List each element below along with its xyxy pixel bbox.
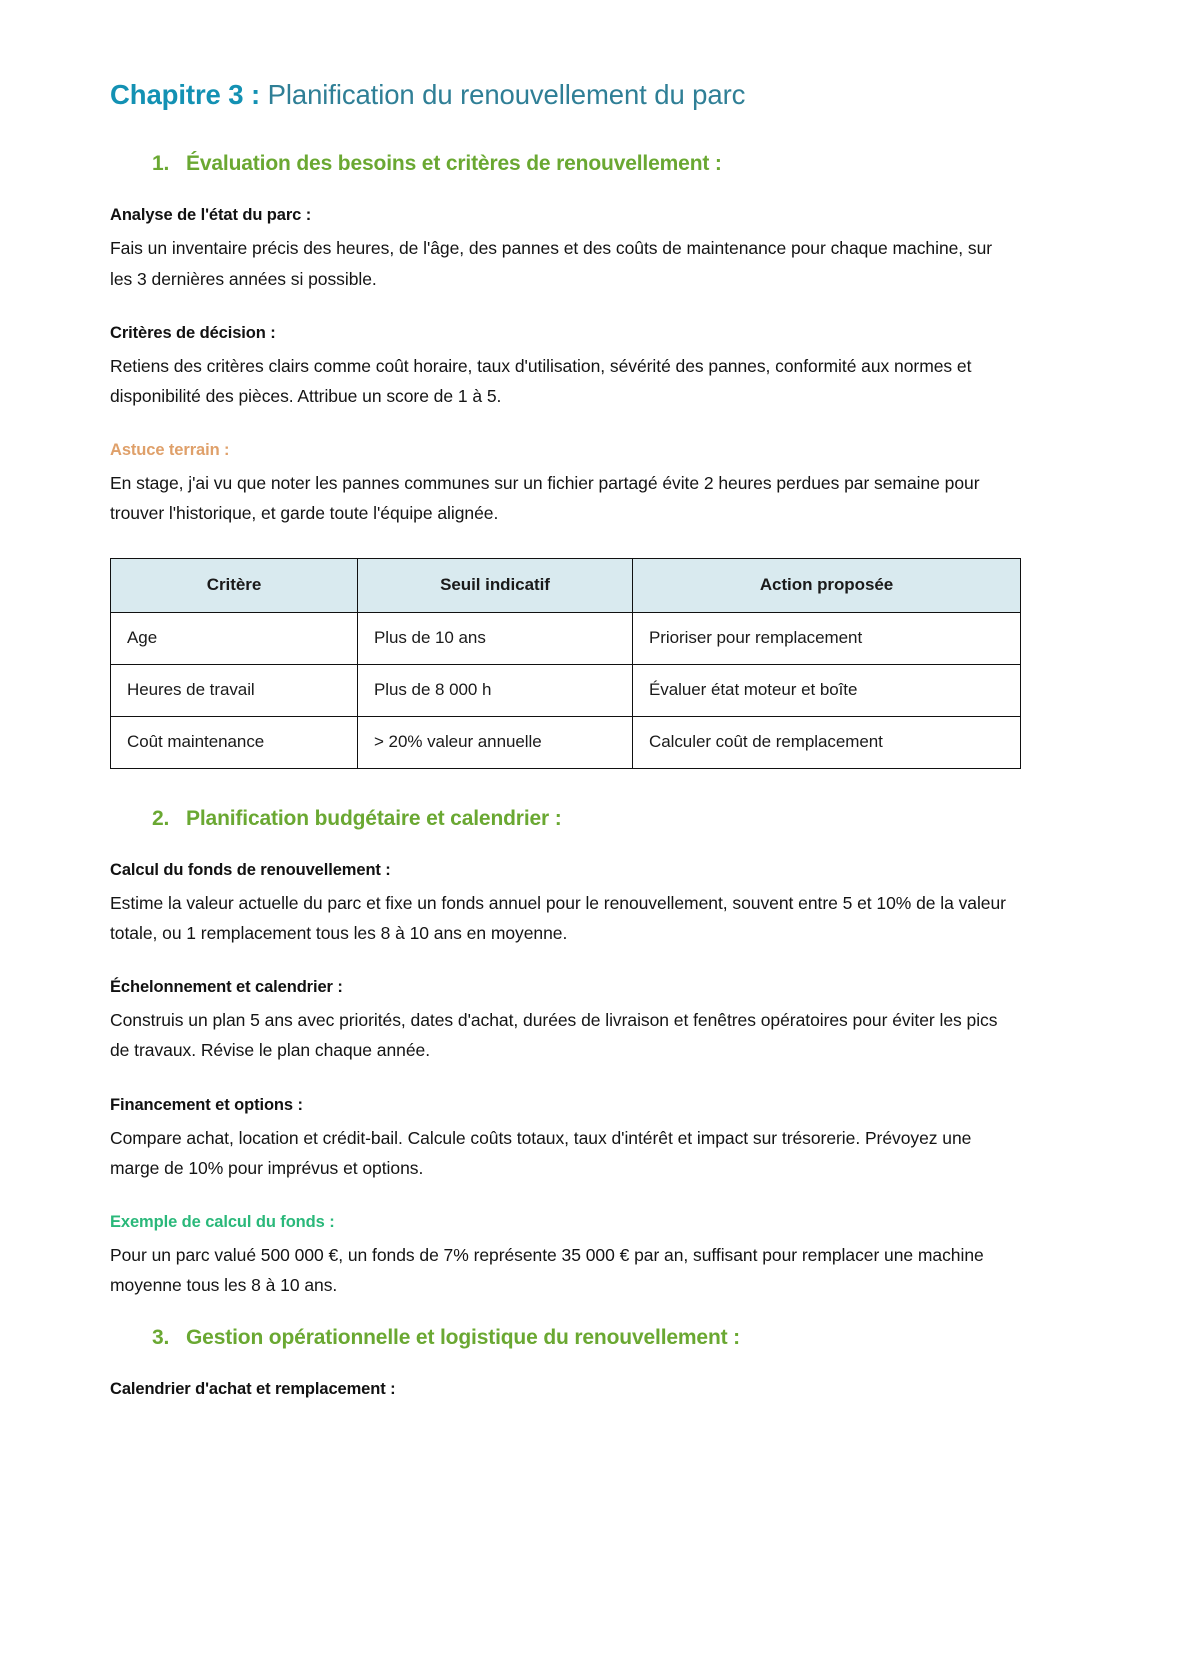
block-echelonnement-calendrier xyxy=(110,976,1090,1065)
block-calendrier-achat xyxy=(110,1378,1090,1401)
block-title-example: Exemple de calcul du fonds : xyxy=(110,1212,335,1231)
block-text: Construis un plan 5 ans avec priorités, dates d'achat, durées de livraison et fenêtres opératoires pour éviter les pics de travaux. Révise le plan chaque année. xyxy=(110,1010,998,1061)
block-exemple-calcul-fonds xyxy=(110,1211,1090,1300)
chapter-title-text: Planification du renouvellement du parc xyxy=(267,79,746,110)
table-cell-seuil: > 20% valeur annuelle xyxy=(358,717,633,769)
table-row xyxy=(111,717,1021,769)
section-heading-3 xyxy=(110,1326,1090,1350)
block-title: Analyse de l'état du parc : xyxy=(110,206,312,225)
spacer xyxy=(110,1300,1090,1326)
block-text: Pour un parc valué 500 000 €, un fonds de 7% représente 35 000 € par an, suffisant pour remplacer une machine moyenne tous les 8 à 10 ans. xyxy=(110,1244,984,1295)
block-analyse-etat-parc xyxy=(110,204,1090,293)
table-cell-critere: Heures de travail xyxy=(111,665,358,717)
section-number-2: 2. xyxy=(152,806,170,830)
table-row xyxy=(111,665,1021,717)
table-cell-seuil: Plus de 8 000 h xyxy=(358,665,633,717)
table-cell-action: Calculer coût de remplacement xyxy=(633,717,1021,769)
block-title: Calcul du fonds de renouvellement : xyxy=(110,860,391,879)
block-calcul-fonds xyxy=(110,859,1090,948)
block-title: Critères de décision : xyxy=(110,323,276,342)
block-criteres-decision xyxy=(110,322,1090,411)
table-cell-critere: Age xyxy=(111,613,358,665)
table-column-header-critere: Critère xyxy=(111,559,358,613)
block-title: Échelonnement et calendrier : xyxy=(110,978,343,997)
table-row xyxy=(111,613,1021,665)
block-text: Retiens des critères clairs comme coût horaire, taux d'utilisation, sévérité des pannes, conformité aux normes et disponibilité des pièces. Attribue un score de 1 à 5. xyxy=(110,355,972,406)
table-column-header-seuil: Seuil indicatif xyxy=(358,559,633,613)
block-financement-options xyxy=(110,1094,1090,1183)
table-cell-critere: Coût maintenance xyxy=(111,717,358,769)
table-cell-action: Prioriser pour remplacement xyxy=(633,613,1021,665)
criteria-table-container xyxy=(110,558,1090,769)
table-header-row xyxy=(111,559,1021,613)
chapter-number-label: Chapitre 3 : xyxy=(110,79,261,110)
criteria-table xyxy=(110,558,1021,769)
block-text: En stage, j'ai vu que noter les pannes communes sur un fichier partagé évite 2 heures perdues par semaine pour trouver l'historique, et garde toute l'équipe alignée. xyxy=(110,473,980,524)
block-text: Estime la valeur actuelle du parc et fixe un fonds annuel pour le renouvellement, souvent entre 5 et 10% de la valeur totale, ou 1 remplacement tous les 8 à 10 ans en moyenne. xyxy=(110,893,1006,944)
block-text: Compare achat, location et crédit-bail. Calcule coûts totaux, taux d'intérêt et impact sur trésorerie. Prévoyez une marge de 10% pour imprévus et options. xyxy=(110,1127,972,1178)
section-number-3: 3. xyxy=(152,1326,170,1350)
table-column-header-action: Action proposée xyxy=(633,559,1021,613)
section-label-3: Gestion opérationnelle et logistique du renouvellement : xyxy=(186,1326,741,1350)
section-number-1: 1. xyxy=(152,152,170,176)
page-title xyxy=(110,78,1090,112)
block-title: Calendrier d'achat et remplacement : xyxy=(110,1380,396,1399)
spacer xyxy=(110,769,1090,807)
section-label-2: Planification budgétaire et calendrier : xyxy=(186,806,562,830)
block-astuce-terrain xyxy=(110,439,1090,528)
block-title-tip: Astuce terrain : xyxy=(110,440,230,459)
section-heading-2 xyxy=(110,807,1090,831)
section-heading-1 xyxy=(110,152,1090,176)
table-cell-seuil: Plus de 10 ans xyxy=(358,613,633,665)
block-text: Fais un inventaire précis des heures, de l'âge, des pannes et des coûts de maintenance pour chaque machine, sur les 3 dernières années si possible. xyxy=(110,238,993,289)
table-cell-action: Évaluer état moteur et boîte xyxy=(633,665,1021,717)
section-label-1: Évaluation des besoins et critères de renouvellement : xyxy=(186,152,722,176)
block-title: Financement et options : xyxy=(110,1095,303,1114)
